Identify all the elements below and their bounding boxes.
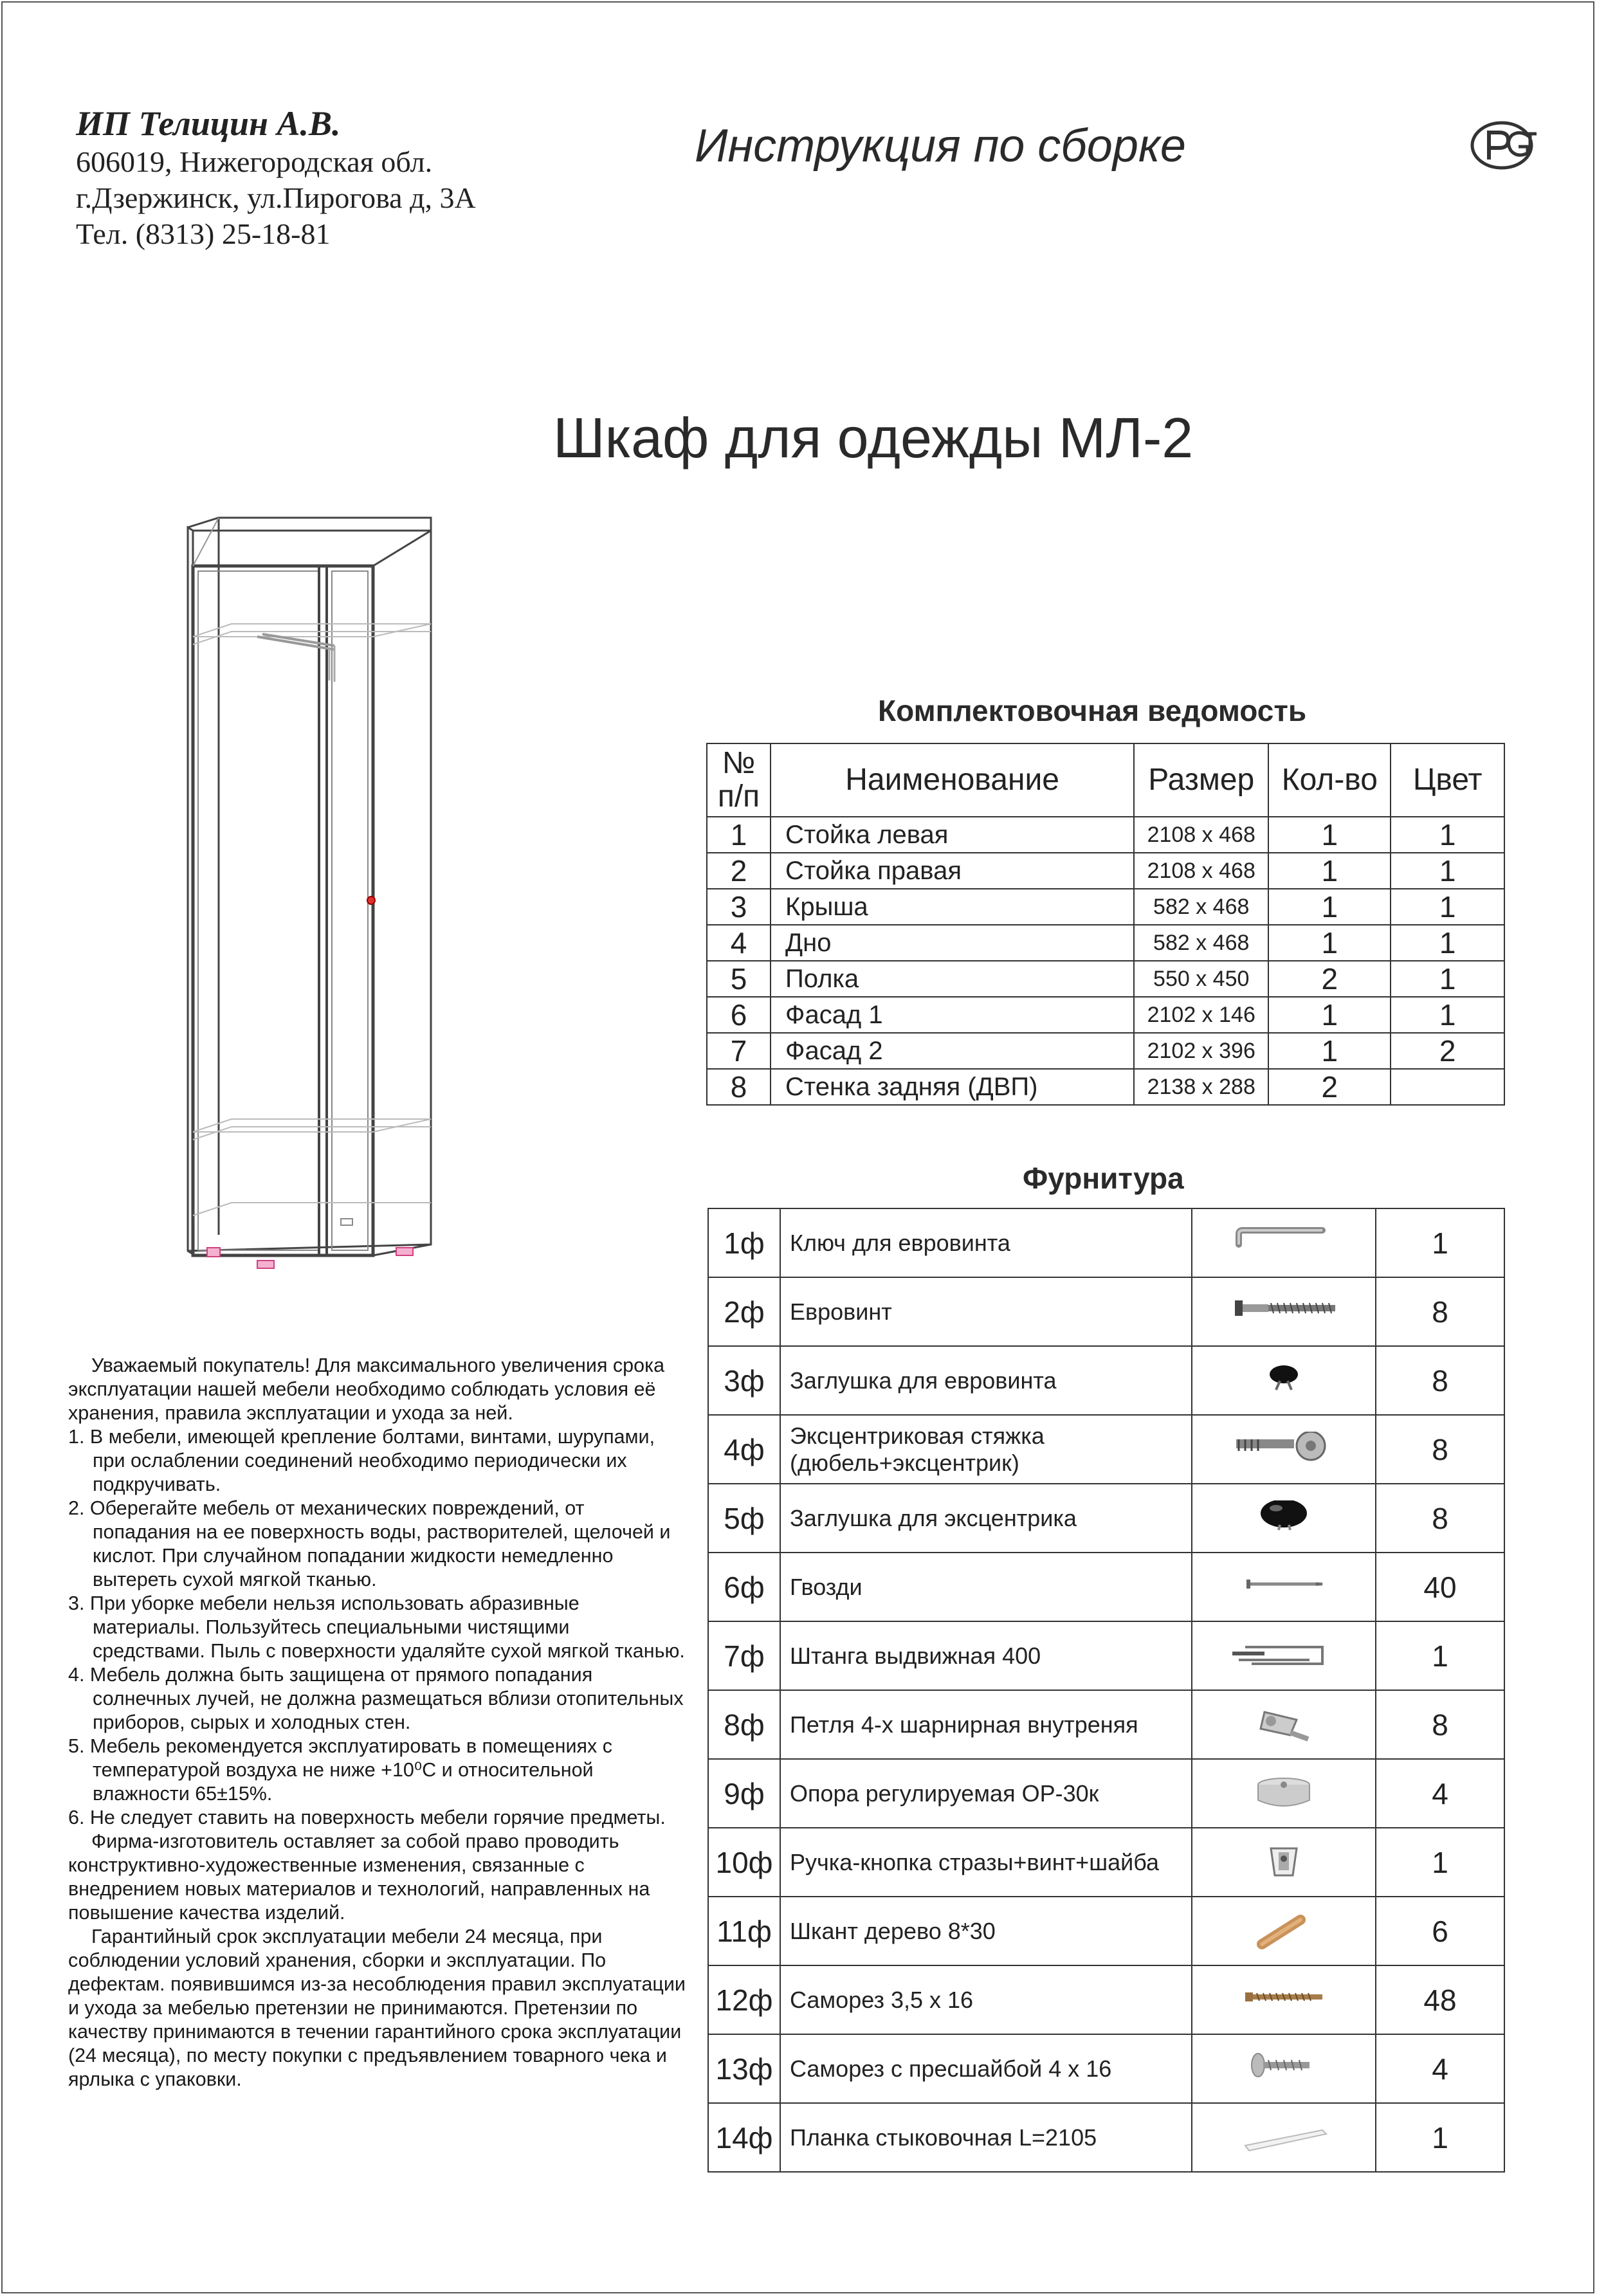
hardware-row xyxy=(708,1621,1504,1690)
notes-warranty: Гарантийный срок эксплуатации мебели 24 месяца, при соблюдении условий хранения, сборки и эксплуатации. По дефектам. появившимся из-за несоблюдения правил эксплуатации и ухода за мебелью претензии не принимаются. Претензии по качеству принимаются в течении гарантийного срока эксплуатации (24 месяца), по месту покупки с предъявлением товарного чека и ярлыка с упаковки. xyxy=(68,1926,686,2090)
hardware-quantity: 1 xyxy=(1376,1208,1504,1277)
hardware-image xyxy=(1192,1690,1376,1759)
hardware-name: Эксцентриковая стяжка (дюбель+эксцентрик) xyxy=(780,1415,1192,1484)
part-size: 582 x 468 xyxy=(1134,925,1268,961)
hardware-number: 5ф xyxy=(708,1484,780,1553)
hardware-name: Заглушка для евровинта xyxy=(780,1346,1192,1415)
hardware-row xyxy=(708,1208,1504,1277)
hardware-image xyxy=(1192,1897,1376,1965)
parts-row xyxy=(707,1033,1504,1069)
part-number: 7 xyxy=(707,1033,771,1069)
part-quantity: 1 xyxy=(1268,817,1391,853)
hardware-title: Фурнитура xyxy=(1023,1162,1184,1195)
part-quantity: 2 xyxy=(1268,961,1391,997)
hardware-quantity: 40 xyxy=(1376,1553,1504,1621)
hardware-number: 13ф xyxy=(708,2034,780,2103)
notes-manufacturer: Фирма-изготовитель оставляет за собой право проводить конструктивно-художественные изменения, связанные с внедрением новых материалов и технологий, направленных на повышение качества изделий. xyxy=(68,1830,650,1924)
hardware-number: 4ф xyxy=(708,1415,780,1484)
col-name: Наименование xyxy=(771,743,1134,817)
part-name: Стойка правая xyxy=(771,853,1134,889)
cam-lock-icon xyxy=(1226,1432,1342,1468)
hardware-number: 7ф xyxy=(708,1621,780,1690)
hardware-name: Саморез с пресшайбой 4 х 16 xyxy=(780,2034,1192,2103)
hardware-name: Штанга выдвижная 400 xyxy=(780,1621,1192,1690)
part-size: 550 x 450 xyxy=(1134,961,1268,997)
hardware-number: 9ф xyxy=(708,1759,780,1828)
hardware-row xyxy=(708,1828,1504,1897)
part-size: 2108 x 468 xyxy=(1134,817,1268,853)
product-title: Шкаф для одежды МЛ-2 xyxy=(553,406,1194,469)
knob-handle-icon xyxy=(1226,1845,1342,1881)
part-color: 1 xyxy=(1391,997,1504,1033)
parts-table-header xyxy=(707,743,1504,817)
joint-strip-icon xyxy=(1226,2120,1342,2156)
notes-item: 6. Не следует ставить на поверхность мебели горячие предметы. xyxy=(68,1807,666,1828)
hardware-name: Саморез 3,5 х 16 xyxy=(780,1965,1192,2034)
hardware-name: Планка стыковочная L=2105 xyxy=(780,2103,1192,2172)
part-number: 4 xyxy=(707,925,771,961)
hardware-table xyxy=(707,1208,1505,2173)
part-size: 2102 x 396 xyxy=(1134,1033,1268,1069)
certification-mark-icon xyxy=(1470,120,1540,171)
hardware-image xyxy=(1192,1415,1376,1484)
notes-item: 2. Оберегайте мебель от механических повреждений, от попадания на ее поверхность воды, растворителей, щелочей и кислот. При случайном попадании жидкости немедленно вытереть сухой мягкой тканью. xyxy=(68,1497,671,1590)
company-name: ИП Телицин А.В. xyxy=(76,104,341,143)
euro-screw-icon xyxy=(1226,1294,1342,1330)
hardware-quantity: 8 xyxy=(1376,1346,1504,1415)
pullout-rail-icon xyxy=(1226,1638,1342,1674)
part-number: 2 xyxy=(707,853,771,889)
notes-item: 1. В мебели, имеющей крепление болтами, винтами, шурупами, при ослаблении соединений необходимо периодически их подкручивать. xyxy=(68,1426,655,1495)
parts-row xyxy=(707,1069,1504,1105)
hardware-image xyxy=(1192,1965,1376,2034)
hardware-row xyxy=(708,1553,1504,1621)
washer-screw-icon xyxy=(1226,2051,1342,2087)
hardware-name: Ключ для евровинта xyxy=(780,1208,1192,1277)
hardware-row xyxy=(708,1346,1504,1415)
hardware-row xyxy=(708,1759,1504,1828)
company-block xyxy=(76,103,476,252)
hardware-image xyxy=(1192,1621,1376,1690)
hardware-quantity: 8 xyxy=(1376,1277,1504,1346)
hardware-name: Заглушка для эксцентрика xyxy=(780,1484,1192,1553)
hardware-quantity: 48 xyxy=(1376,1965,1504,2034)
screw-cap-icon xyxy=(1226,1363,1342,1399)
parts-row xyxy=(707,817,1504,853)
part-quantity: 1 xyxy=(1268,997,1391,1033)
document-title: Инструкция по сборке xyxy=(695,120,1186,172)
hardware-quantity: 1 xyxy=(1376,1621,1504,1690)
part-name: Дно xyxy=(771,925,1134,961)
parts-row xyxy=(707,925,1504,961)
part-quantity: 1 xyxy=(1268,853,1391,889)
notes-item: 5. Мебель рекомендуется эксплуатировать в помещениях с температурой воздуха не ниже +10⁰С и относительной влажности 65±15%. xyxy=(68,1735,612,1805)
notes-item: 4. Мебель должна быть защищена от прямого попадания солнечных лучей, не должна размещаться вблизи отопительных приборов, сырых и холодных стен. xyxy=(68,1664,684,1733)
parts-row xyxy=(707,889,1504,925)
wood-screw-icon xyxy=(1226,1982,1342,2018)
hardware-row xyxy=(708,1897,1504,1965)
hardware-number: 12ф xyxy=(708,1965,780,2034)
part-color: 1 xyxy=(1391,961,1504,997)
col-quantity: Кол-во xyxy=(1268,743,1391,817)
part-name: Стенка задняя (ДВП) xyxy=(771,1069,1134,1105)
hardware-number: 3ф xyxy=(708,1346,780,1415)
hardware-quantity: 6 xyxy=(1376,1897,1504,1965)
parts-row xyxy=(707,997,1504,1033)
part-color: 1 xyxy=(1391,817,1504,853)
hardware-number: 14ф xyxy=(708,2103,780,2172)
hex-key-icon xyxy=(1226,1225,1342,1261)
hardware-row xyxy=(708,1484,1504,1553)
part-color: 1 xyxy=(1391,925,1504,961)
parts-row xyxy=(707,961,1504,997)
wood-dowel-icon xyxy=(1226,1913,1342,1949)
hardware-image xyxy=(1192,1759,1376,1828)
hardware-row xyxy=(708,1965,1504,2034)
part-quantity: 1 xyxy=(1268,889,1391,925)
hardware-row xyxy=(708,1415,1504,1484)
leveling-foot-icon xyxy=(1226,1776,1342,1812)
part-name: Полка xyxy=(771,961,1134,997)
cam-cap-icon xyxy=(1226,1500,1342,1536)
hardware-name: Ручка-кнопка стразы+винт+шайба xyxy=(780,1828,1192,1897)
hardware-image xyxy=(1192,2103,1376,2172)
hardware-row xyxy=(708,2103,1504,2172)
hardware-number: 2ф xyxy=(708,1277,780,1346)
part-number: 6 xyxy=(707,997,771,1033)
nail-icon xyxy=(1226,1569,1342,1605)
notes-intro: Уважаемый покупатель! Для максимального увеличения срока эксплуатации нашей мебели необходимо соблюдать условия её хранения, правила эксплуатации и ухода за ней. xyxy=(68,1354,665,1424)
part-size: 582 x 468 xyxy=(1134,889,1268,925)
part-quantity: 1 xyxy=(1268,1033,1391,1069)
hardware-image xyxy=(1192,1346,1376,1415)
part-size: 2102 x 146 xyxy=(1134,997,1268,1033)
hardware-row xyxy=(708,1690,1504,1759)
hardware-quantity: 8 xyxy=(1376,1415,1504,1484)
hardware-name: Петля 4-х шарнирная внутреняя xyxy=(780,1690,1192,1759)
hinge-icon xyxy=(1226,1707,1342,1743)
hardware-row xyxy=(708,1277,1504,1346)
parts-row xyxy=(707,853,1504,889)
hardware-name: Гвозди xyxy=(780,1553,1192,1621)
hardware-quantity: 1 xyxy=(1376,2103,1504,2172)
hardware-name: Опора регулируемая ОР-30к xyxy=(780,1759,1192,1828)
part-name: Фасад 2 xyxy=(771,1033,1134,1069)
company-address-line1: 606019, Нижегородская обл. xyxy=(76,145,433,178)
part-color: 2 xyxy=(1391,1033,1504,1069)
hardware-name: Евровинт xyxy=(780,1277,1192,1346)
hardware-number: 8ф xyxy=(708,1690,780,1759)
hardware-image xyxy=(1192,1828,1376,1897)
company-address-line2: г.Дзержинск, ул.Пирогова д, 3А xyxy=(76,181,476,214)
part-color: 1 xyxy=(1391,889,1504,925)
notes-item: 3. При уборке мебели нельзя использовать абразивные материалы. Пользуйтесь специальными чистящими средствами. Пыль с поверхности удаляйте сухой мягкой тканью. xyxy=(68,1592,685,1662)
part-number: 5 xyxy=(707,961,771,997)
hardware-row xyxy=(708,2034,1504,2103)
part-name: Стойка левая xyxy=(771,817,1134,853)
part-size: 2108 x 468 xyxy=(1134,853,1268,889)
company-phone: Тел. (8313) 25-18-81 xyxy=(76,217,331,250)
wardrobe-illustration xyxy=(180,502,463,1286)
parts-table xyxy=(706,743,1505,1106)
hardware-image xyxy=(1192,2034,1376,2103)
hardware-number: 11ф xyxy=(708,1897,780,1965)
hardware-image xyxy=(1192,1277,1376,1346)
hardware-quantity: 8 xyxy=(1376,1484,1504,1553)
col-size: Размер xyxy=(1134,743,1268,817)
hardware-quantity: 1 xyxy=(1376,1828,1504,1897)
part-number: 1 xyxy=(707,817,771,853)
col-number: № п/п xyxy=(707,743,771,817)
part-number: 8 xyxy=(707,1069,771,1105)
hardware-image xyxy=(1192,1553,1376,1621)
care-instructions xyxy=(68,1354,686,2091)
hardware-quantity: 8 xyxy=(1376,1690,1504,1759)
part-size: 2138 x 288 xyxy=(1134,1069,1268,1105)
parts-list-title: Комплектовочная ведомость xyxy=(878,694,1307,727)
part-name: Крыша xyxy=(771,889,1134,925)
part-color xyxy=(1391,1069,1504,1105)
col-color: Цвет xyxy=(1391,743,1504,817)
hardware-number: 10ф xyxy=(708,1828,780,1897)
part-color: 1 xyxy=(1391,853,1504,889)
hardware-name: Шкант дерево 8*30 xyxy=(780,1897,1192,1965)
part-name: Фасад 1 xyxy=(771,997,1134,1033)
part-quantity: 2 xyxy=(1268,1069,1391,1105)
part-number: 3 xyxy=(707,889,771,925)
part-quantity: 1 xyxy=(1268,925,1391,961)
hardware-image xyxy=(1192,1484,1376,1553)
hardware-number: 1ф xyxy=(708,1208,780,1277)
hardware-image xyxy=(1192,1208,1376,1277)
hardware-quantity: 4 xyxy=(1376,2034,1504,2103)
hardware-number: 6ф xyxy=(708,1553,780,1621)
hardware-quantity: 4 xyxy=(1376,1759,1504,1828)
